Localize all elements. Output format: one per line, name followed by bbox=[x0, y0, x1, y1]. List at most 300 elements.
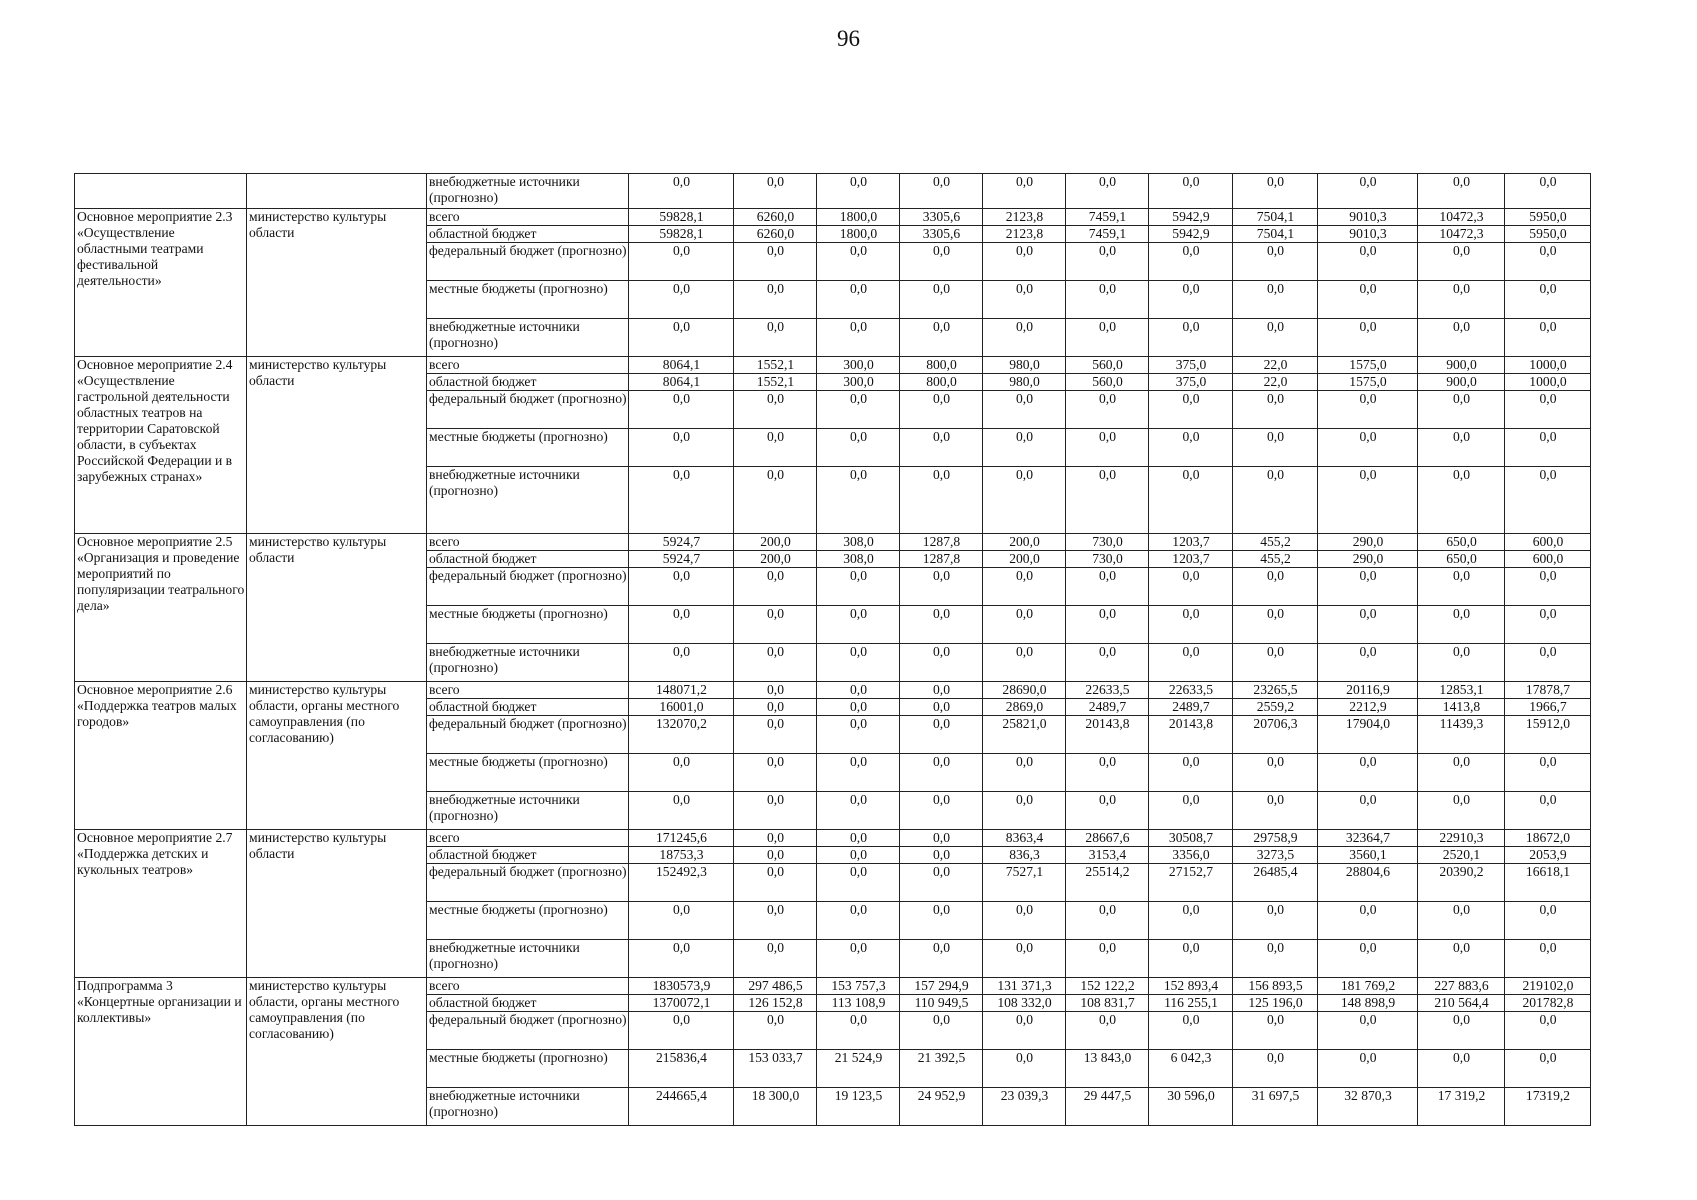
amount-cell: 113 108,9 bbox=[817, 995, 900, 1012]
amount-cell: 0,0 bbox=[1149, 940, 1233, 978]
budget-table bbox=[74, 173, 1591, 1126]
amount-cell: 3305,6 bbox=[900, 209, 983, 226]
amount-cell: 2559,2 bbox=[1233, 699, 1318, 716]
amount-cell: 5950,0 bbox=[1505, 226, 1591, 243]
amount-cell: 20390,2 bbox=[1418, 864, 1505, 902]
funding-source-cell: федеральный бюджет (прогнозно) bbox=[427, 716, 629, 754]
funding-source-cell: областной бюджет bbox=[427, 374, 629, 391]
funding-source-cell: федеральный бюджет (прогнозно) bbox=[427, 243, 629, 281]
amount-cell: 2520,1 bbox=[1418, 847, 1505, 864]
executor-cell: министерство культуры области bbox=[247, 209, 427, 357]
amount-cell: 0,0 bbox=[817, 792, 900, 830]
amount-cell: 152 893,4 bbox=[1149, 978, 1233, 995]
amount-cell: 201782,8 bbox=[1505, 995, 1591, 1012]
amount-cell: 0,0 bbox=[1149, 754, 1233, 792]
amount-cell: 126 152,8 bbox=[734, 995, 817, 1012]
amount-cell: 0,0 bbox=[900, 864, 983, 902]
amount-cell: 0,0 bbox=[817, 716, 900, 754]
amount-cell: 0,0 bbox=[900, 429, 983, 467]
amount-cell: 0,0 bbox=[1318, 644, 1418, 682]
amount-cell: 116 255,1 bbox=[1149, 995, 1233, 1012]
amount-cell: 0,0 bbox=[817, 467, 900, 534]
executor-cell: министерство культуры области, органы местного самоуправления (по согласованию) bbox=[247, 682, 427, 830]
amount-cell: 0,0 bbox=[817, 644, 900, 682]
amount-cell: 227 883,6 bbox=[1418, 978, 1505, 995]
amount-cell: 0,0 bbox=[629, 792, 734, 830]
amount-cell: 730,0 bbox=[1066, 551, 1149, 568]
amount-cell: 0,0 bbox=[1149, 174, 1233, 209]
amount-cell: 0,0 bbox=[1418, 319, 1505, 357]
amount-cell: 0,0 bbox=[1318, 391, 1418, 429]
amount-cell: 0,0 bbox=[900, 682, 983, 699]
amount-cell: 19 123,5 bbox=[817, 1088, 900, 1126]
amount-cell: 0,0 bbox=[817, 1012, 900, 1050]
amount-cell: 200,0 bbox=[734, 551, 817, 568]
amount-cell: 0,0 bbox=[1066, 940, 1149, 978]
funding-source-cell: всего bbox=[427, 682, 629, 699]
amount-cell: 0,0 bbox=[1318, 281, 1418, 319]
amount-cell: 28690,0 bbox=[983, 682, 1066, 699]
amount-cell: 0,0 bbox=[1418, 243, 1505, 281]
amount-cell: 6 042,3 bbox=[1149, 1050, 1233, 1088]
amount-cell: 0,0 bbox=[1418, 754, 1505, 792]
executor-cell: министерство культуры области bbox=[247, 534, 427, 682]
funding-source-cell: всего bbox=[427, 209, 629, 226]
amount-cell: 171245,6 bbox=[629, 830, 734, 847]
amount-cell: 25514,2 bbox=[1066, 864, 1149, 902]
event-title-cell: Подпрограмма 3 «Концертные организации и коллективы» bbox=[75, 978, 247, 1126]
amount-cell: 0,0 bbox=[1149, 644, 1233, 682]
amount-cell: 0,0 bbox=[734, 830, 817, 847]
amount-cell: 0,0 bbox=[629, 174, 734, 209]
funding-source-cell: областной бюджет bbox=[427, 551, 629, 568]
amount-cell: 0,0 bbox=[900, 830, 983, 847]
amount-cell: 0,0 bbox=[1418, 1050, 1505, 1088]
amount-cell: 3153,4 bbox=[1066, 847, 1149, 864]
amount-cell: 22633,5 bbox=[1149, 682, 1233, 699]
amount-cell: 20143,8 bbox=[1066, 716, 1149, 754]
funding-source-cell: местные бюджеты (прогнозно) bbox=[427, 754, 629, 792]
amount-cell: 18753,3 bbox=[629, 847, 734, 864]
funding-source-cell: областной бюджет bbox=[427, 995, 629, 1012]
amount-cell: 0,0 bbox=[817, 281, 900, 319]
table-row bbox=[75, 209, 1591, 226]
amount-cell: 0,0 bbox=[1318, 429, 1418, 467]
amount-cell: 17878,7 bbox=[1505, 682, 1591, 699]
amount-cell: 0,0 bbox=[1418, 281, 1505, 319]
amount-cell: 0,0 bbox=[1418, 568, 1505, 606]
table-row bbox=[75, 830, 1591, 847]
amount-cell: 900,0 bbox=[1418, 374, 1505, 391]
amount-cell: 13 843,0 bbox=[1066, 1050, 1149, 1088]
amount-cell: 560,0 bbox=[1066, 357, 1149, 374]
event-title-cell: Основное мероприятие 2.5 «Организация и проведение мероприятий по популяризации театрального дела» bbox=[75, 534, 247, 682]
amount-cell: 22,0 bbox=[1233, 374, 1318, 391]
amount-cell: 375,0 bbox=[1149, 374, 1233, 391]
amount-cell: 0,0 bbox=[1505, 467, 1591, 534]
amount-cell: 0,0 bbox=[1318, 174, 1418, 209]
amount-cell: 1203,7 bbox=[1149, 534, 1233, 551]
amount-cell: 2053,9 bbox=[1505, 847, 1591, 864]
amount-cell: 11439,3 bbox=[1418, 716, 1505, 754]
funding-source-cell: федеральный бюджет (прогнозно) bbox=[427, 1012, 629, 1050]
event-title-cell: Основное мероприятие 2.7 «Поддержка детских и кукольных театров» bbox=[75, 830, 247, 978]
table-row bbox=[75, 978, 1591, 995]
amount-cell: 6260,0 bbox=[734, 226, 817, 243]
amount-cell: 560,0 bbox=[1066, 374, 1149, 391]
amount-cell: 0,0 bbox=[1505, 606, 1591, 644]
funding-source-cell: областной бюджет bbox=[427, 226, 629, 243]
amount-cell: 0,0 bbox=[1149, 391, 1233, 429]
amount-cell: 20143,8 bbox=[1149, 716, 1233, 754]
amount-cell: 0,0 bbox=[983, 174, 1066, 209]
amount-cell: 0,0 bbox=[900, 606, 983, 644]
amount-cell: 5924,7 bbox=[629, 551, 734, 568]
amount-cell: 0,0 bbox=[983, 281, 1066, 319]
amount-cell: 5942,9 bbox=[1149, 209, 1233, 226]
amount-cell: 3273,5 bbox=[1233, 847, 1318, 864]
amount-cell: 1552,1 bbox=[734, 357, 817, 374]
amount-cell: 0,0 bbox=[817, 606, 900, 644]
table-row bbox=[75, 534, 1591, 551]
amount-cell: 0,0 bbox=[1233, 391, 1318, 429]
amount-cell: 0,0 bbox=[1233, 174, 1318, 209]
amount-cell: 0,0 bbox=[817, 754, 900, 792]
amount-cell: 0,0 bbox=[817, 319, 900, 357]
amount-cell: 0,0 bbox=[900, 902, 983, 940]
amount-cell: 200,0 bbox=[734, 534, 817, 551]
amount-cell: 455,2 bbox=[1233, 551, 1318, 568]
amount-cell: 0,0 bbox=[1318, 243, 1418, 281]
amount-cell: 31 697,5 bbox=[1233, 1088, 1318, 1126]
amount-cell: 0,0 bbox=[1318, 568, 1418, 606]
amount-cell: 152492,3 bbox=[629, 864, 734, 902]
amount-cell: 30 596,0 bbox=[1149, 1088, 1233, 1126]
amount-cell: 0,0 bbox=[1066, 902, 1149, 940]
amount-cell: 0,0 bbox=[817, 940, 900, 978]
event-title-cell: Основное мероприятие 2.6 «Поддержка театров малых городов» bbox=[75, 682, 247, 830]
amount-cell: 17904,0 bbox=[1318, 716, 1418, 754]
amount-cell: 0,0 bbox=[983, 429, 1066, 467]
funding-source-cell: всего bbox=[427, 830, 629, 847]
funding-source-cell: внебюджетные источники (прогнозно) bbox=[427, 644, 629, 682]
amount-cell: 0,0 bbox=[1318, 467, 1418, 534]
amount-cell: 7504,1 bbox=[1233, 226, 1318, 243]
amount-cell: 0,0 bbox=[1066, 792, 1149, 830]
amount-cell: 0,0 bbox=[734, 319, 817, 357]
amount-cell: 0,0 bbox=[983, 606, 1066, 644]
amount-cell: 297 486,5 bbox=[734, 978, 817, 995]
amount-cell: 0,0 bbox=[1505, 243, 1591, 281]
amount-cell: 0,0 bbox=[1233, 319, 1318, 357]
amount-cell: 308,0 bbox=[817, 534, 900, 551]
amount-cell: 0,0 bbox=[629, 1012, 734, 1050]
funding-source-cell: местные бюджеты (прогнозно) bbox=[427, 429, 629, 467]
executor-cell: министерство культуры области bbox=[247, 357, 427, 534]
amount-cell: 0,0 bbox=[1066, 319, 1149, 357]
amount-cell: 0,0 bbox=[1505, 754, 1591, 792]
amount-cell: 9010,3 bbox=[1318, 226, 1418, 243]
amount-cell: 28804,6 bbox=[1318, 864, 1418, 902]
amount-cell: 27152,7 bbox=[1149, 864, 1233, 902]
amount-cell: 0,0 bbox=[817, 830, 900, 847]
amount-cell: 0,0 bbox=[983, 902, 1066, 940]
amount-cell: 0,0 bbox=[1066, 391, 1149, 429]
amount-cell: 181 769,2 bbox=[1318, 978, 1418, 995]
amount-cell: 210 564,4 bbox=[1418, 995, 1505, 1012]
amount-cell: 0,0 bbox=[1318, 319, 1418, 357]
amount-cell: 0,0 bbox=[1505, 319, 1591, 357]
executor-cell bbox=[247, 174, 427, 209]
amount-cell: 131 371,3 bbox=[983, 978, 1066, 995]
amount-cell: 650,0 bbox=[1418, 551, 1505, 568]
amount-cell: 17319,2 bbox=[1505, 1088, 1591, 1126]
amount-cell: 108 831,7 bbox=[1066, 995, 1149, 1012]
funding-source-cell: всего bbox=[427, 357, 629, 374]
funding-source-cell: областной бюджет bbox=[427, 847, 629, 864]
amount-cell: 148 898,9 bbox=[1318, 995, 1418, 1012]
amount-cell: 0,0 bbox=[629, 902, 734, 940]
amount-cell: 0,0 bbox=[1233, 792, 1318, 830]
funding-source-cell: местные бюджеты (прогнозно) bbox=[427, 281, 629, 319]
amount-cell: 0,0 bbox=[734, 391, 817, 429]
amount-cell: 10472,3 bbox=[1418, 226, 1505, 243]
amount-cell: 0,0 bbox=[900, 1012, 983, 1050]
amount-cell: 28667,6 bbox=[1066, 830, 1149, 847]
amount-cell: 5942,9 bbox=[1149, 226, 1233, 243]
amount-cell: 1370072,1 bbox=[629, 995, 734, 1012]
amount-cell: 2869,0 bbox=[983, 699, 1066, 716]
amount-cell: 0,0 bbox=[1149, 429, 1233, 467]
amount-cell: 0,0 bbox=[629, 429, 734, 467]
amount-cell: 0,0 bbox=[1066, 568, 1149, 606]
amount-cell: 0,0 bbox=[1066, 754, 1149, 792]
amount-cell: 0,0 bbox=[1149, 606, 1233, 644]
amount-cell: 6260,0 bbox=[734, 209, 817, 226]
amount-cell: 0,0 bbox=[1233, 568, 1318, 606]
amount-cell: 200,0 bbox=[983, 534, 1066, 551]
amount-cell: 7527,1 bbox=[983, 864, 1066, 902]
amount-cell: 0,0 bbox=[1233, 243, 1318, 281]
amount-cell: 9010,3 bbox=[1318, 209, 1418, 226]
amount-cell: 0,0 bbox=[1066, 606, 1149, 644]
amount-cell: 0,0 bbox=[629, 467, 734, 534]
amount-cell: 980,0 bbox=[983, 357, 1066, 374]
amount-cell: 800,0 bbox=[900, 357, 983, 374]
amount-cell: 0,0 bbox=[900, 699, 983, 716]
amount-cell: 0,0 bbox=[1418, 792, 1505, 830]
table-row bbox=[75, 174, 1591, 209]
amount-cell: 0,0 bbox=[1505, 644, 1591, 682]
funding-source-cell: федеральный бюджет (прогнозно) bbox=[427, 568, 629, 606]
amount-cell: 7504,1 bbox=[1233, 209, 1318, 226]
amount-cell: 10472,3 bbox=[1418, 209, 1505, 226]
amount-cell: 0,0 bbox=[817, 699, 900, 716]
amount-cell: 0,0 bbox=[817, 429, 900, 467]
amount-cell: 0,0 bbox=[983, 467, 1066, 534]
funding-source-cell: областной бюджет bbox=[427, 699, 629, 716]
funding-source-cell: федеральный бюджет (прогнозно) bbox=[427, 864, 629, 902]
executor-cell: министерство культуры области, органы местного самоуправления (по согласованию) bbox=[247, 978, 427, 1126]
amount-cell: 2489,7 bbox=[1066, 699, 1149, 716]
funding-source-cell: внебюджетные источники (прогнозно) bbox=[427, 174, 629, 209]
amount-cell: 153 033,7 bbox=[734, 1050, 817, 1088]
amount-cell: 0,0 bbox=[629, 243, 734, 281]
amount-cell: 22910,3 bbox=[1418, 830, 1505, 847]
amount-cell: 200,0 bbox=[983, 551, 1066, 568]
amount-cell: 1000,0 bbox=[1505, 374, 1591, 391]
amount-cell: 0,0 bbox=[1233, 1012, 1318, 1050]
amount-cell: 0,0 bbox=[734, 716, 817, 754]
amount-cell: 108 332,0 bbox=[983, 995, 1066, 1012]
amount-cell: 157 294,9 bbox=[900, 978, 983, 995]
amount-cell: 375,0 bbox=[1149, 357, 1233, 374]
amount-cell: 1966,7 bbox=[1505, 699, 1591, 716]
amount-cell: 0,0 bbox=[1066, 644, 1149, 682]
amount-cell: 0,0 bbox=[734, 644, 817, 682]
amount-cell: 0,0 bbox=[817, 847, 900, 864]
amount-cell: 0,0 bbox=[1149, 467, 1233, 534]
amount-cell: 836,3 bbox=[983, 847, 1066, 864]
amount-cell: 0,0 bbox=[1318, 754, 1418, 792]
funding-source-cell: местные бюджеты (прогнозно) bbox=[427, 606, 629, 644]
amount-cell: 0,0 bbox=[817, 568, 900, 606]
amount-cell: 0,0 bbox=[1066, 243, 1149, 281]
amount-cell: 300,0 bbox=[817, 374, 900, 391]
amount-cell: 0,0 bbox=[1233, 429, 1318, 467]
amount-cell: 0,0 bbox=[1505, 1050, 1591, 1088]
funding-source-cell: всего bbox=[427, 978, 629, 995]
amount-cell: 0,0 bbox=[734, 568, 817, 606]
amount-cell: 0,0 bbox=[1318, 902, 1418, 940]
amount-cell: 0,0 bbox=[1149, 902, 1233, 940]
amount-cell: 59828,1 bbox=[629, 209, 734, 226]
amount-cell: 0,0 bbox=[983, 792, 1066, 830]
amount-cell: 0,0 bbox=[1505, 1012, 1591, 1050]
amount-cell: 26485,4 bbox=[1233, 864, 1318, 902]
amount-cell: 0,0 bbox=[734, 429, 817, 467]
amount-cell: 3305,6 bbox=[900, 226, 983, 243]
amount-cell: 0,0 bbox=[817, 243, 900, 281]
amount-cell: 0,0 bbox=[629, 319, 734, 357]
amount-cell: 8363,4 bbox=[983, 830, 1066, 847]
amount-cell: 0,0 bbox=[1233, 606, 1318, 644]
amount-cell: 0,0 bbox=[629, 940, 734, 978]
amount-cell: 244665,4 bbox=[629, 1088, 734, 1126]
amount-cell: 8064,1 bbox=[629, 374, 734, 391]
amount-cell: 0,0 bbox=[734, 847, 817, 864]
amount-cell: 1287,8 bbox=[900, 551, 983, 568]
amount-cell: 0,0 bbox=[900, 716, 983, 754]
amount-cell: 0,0 bbox=[900, 792, 983, 830]
amount-cell: 0,0 bbox=[1149, 243, 1233, 281]
executor-cell: министерство культуры области bbox=[247, 830, 427, 978]
amount-cell: 0,0 bbox=[1066, 429, 1149, 467]
amount-cell: 0,0 bbox=[983, 940, 1066, 978]
amount-cell: 290,0 bbox=[1318, 551, 1418, 568]
amount-cell: 22633,5 bbox=[1066, 682, 1149, 699]
amount-cell: 3356,0 bbox=[1149, 847, 1233, 864]
amount-cell: 18 300,0 bbox=[734, 1088, 817, 1126]
amount-cell: 18672,0 bbox=[1505, 830, 1591, 847]
amount-cell: 0,0 bbox=[734, 243, 817, 281]
amount-cell: 15912,0 bbox=[1505, 716, 1591, 754]
amount-cell: 0,0 bbox=[1149, 1012, 1233, 1050]
amount-cell: 156 893,5 bbox=[1233, 978, 1318, 995]
amount-cell: 0,0 bbox=[900, 391, 983, 429]
amount-cell: 0,0 bbox=[1318, 606, 1418, 644]
amount-cell: 1575,0 bbox=[1318, 357, 1418, 374]
amount-cell: 0,0 bbox=[1149, 792, 1233, 830]
amount-cell: 0,0 bbox=[1418, 429, 1505, 467]
funding-source-cell: внебюджетные источники (прогнозно) bbox=[427, 319, 629, 357]
amount-cell: 300,0 bbox=[817, 357, 900, 374]
amount-cell: 0,0 bbox=[983, 1050, 1066, 1088]
amount-cell: 1830573,9 bbox=[629, 978, 734, 995]
amount-cell: 0,0 bbox=[734, 940, 817, 978]
amount-cell: 2212,9 bbox=[1318, 699, 1418, 716]
amount-cell: 0,0 bbox=[734, 682, 817, 699]
amount-cell: 24 952,9 bbox=[900, 1088, 983, 1126]
amount-cell: 0,0 bbox=[629, 391, 734, 429]
amount-cell: 30508,7 bbox=[1149, 830, 1233, 847]
event-title-cell: Основное мероприятие 2.4 «Осуществление гастрольной деятельности областных театров на территории Саратовской области, в субъектах Российской Федерации и в зарубежных странах» bbox=[75, 357, 247, 534]
amount-cell: 0,0 bbox=[983, 391, 1066, 429]
amount-cell: 0,0 bbox=[983, 243, 1066, 281]
amount-cell: 0,0 bbox=[1418, 1012, 1505, 1050]
amount-cell: 0,0 bbox=[1149, 319, 1233, 357]
amount-cell: 0,0 bbox=[629, 281, 734, 319]
amount-cell: 0,0 bbox=[734, 792, 817, 830]
amount-cell: 25821,0 bbox=[983, 716, 1066, 754]
amount-cell: 1000,0 bbox=[1505, 357, 1591, 374]
amount-cell: 0,0 bbox=[1505, 940, 1591, 978]
amount-cell: 215836,4 bbox=[629, 1050, 734, 1088]
amount-cell: 0,0 bbox=[1418, 940, 1505, 978]
amount-cell: 0,0 bbox=[1505, 792, 1591, 830]
amount-cell: 22,0 bbox=[1233, 357, 1318, 374]
amount-cell: 2123,8 bbox=[983, 209, 1066, 226]
amount-cell: 0,0 bbox=[1418, 644, 1505, 682]
amount-cell: 8064,1 bbox=[629, 357, 734, 374]
amount-cell: 0,0 bbox=[900, 644, 983, 682]
amount-cell: 0,0 bbox=[1233, 644, 1318, 682]
funding-source-cell: внебюджетные источники (прогнозно) bbox=[427, 1088, 629, 1126]
amount-cell: 148071,2 bbox=[629, 682, 734, 699]
table-row bbox=[75, 682, 1591, 699]
amount-cell: 290,0 bbox=[1318, 534, 1418, 551]
amount-cell: 16001,0 bbox=[629, 699, 734, 716]
amount-cell: 0,0 bbox=[734, 606, 817, 644]
amount-cell: 0,0 bbox=[817, 174, 900, 209]
amount-cell: 59828,1 bbox=[629, 226, 734, 243]
amount-cell: 0,0 bbox=[1149, 568, 1233, 606]
amount-cell: 600,0 bbox=[1505, 551, 1591, 568]
amount-cell: 0,0 bbox=[983, 1012, 1066, 1050]
amount-cell: 0,0 bbox=[629, 644, 734, 682]
amount-cell: 29 447,5 bbox=[1066, 1088, 1149, 1126]
funding-source-cell: внебюджетные источники (прогнозно) bbox=[427, 467, 629, 534]
amount-cell: 0,0 bbox=[1233, 902, 1318, 940]
amount-cell: 219102,0 bbox=[1505, 978, 1591, 995]
event-title-cell bbox=[75, 174, 247, 209]
amount-cell: 1800,0 bbox=[817, 226, 900, 243]
amount-cell: 7459,1 bbox=[1066, 226, 1149, 243]
amount-cell: 29758,9 bbox=[1233, 830, 1318, 847]
table-row bbox=[75, 357, 1591, 374]
amount-cell: 0,0 bbox=[983, 319, 1066, 357]
amount-cell: 0,0 bbox=[1418, 391, 1505, 429]
